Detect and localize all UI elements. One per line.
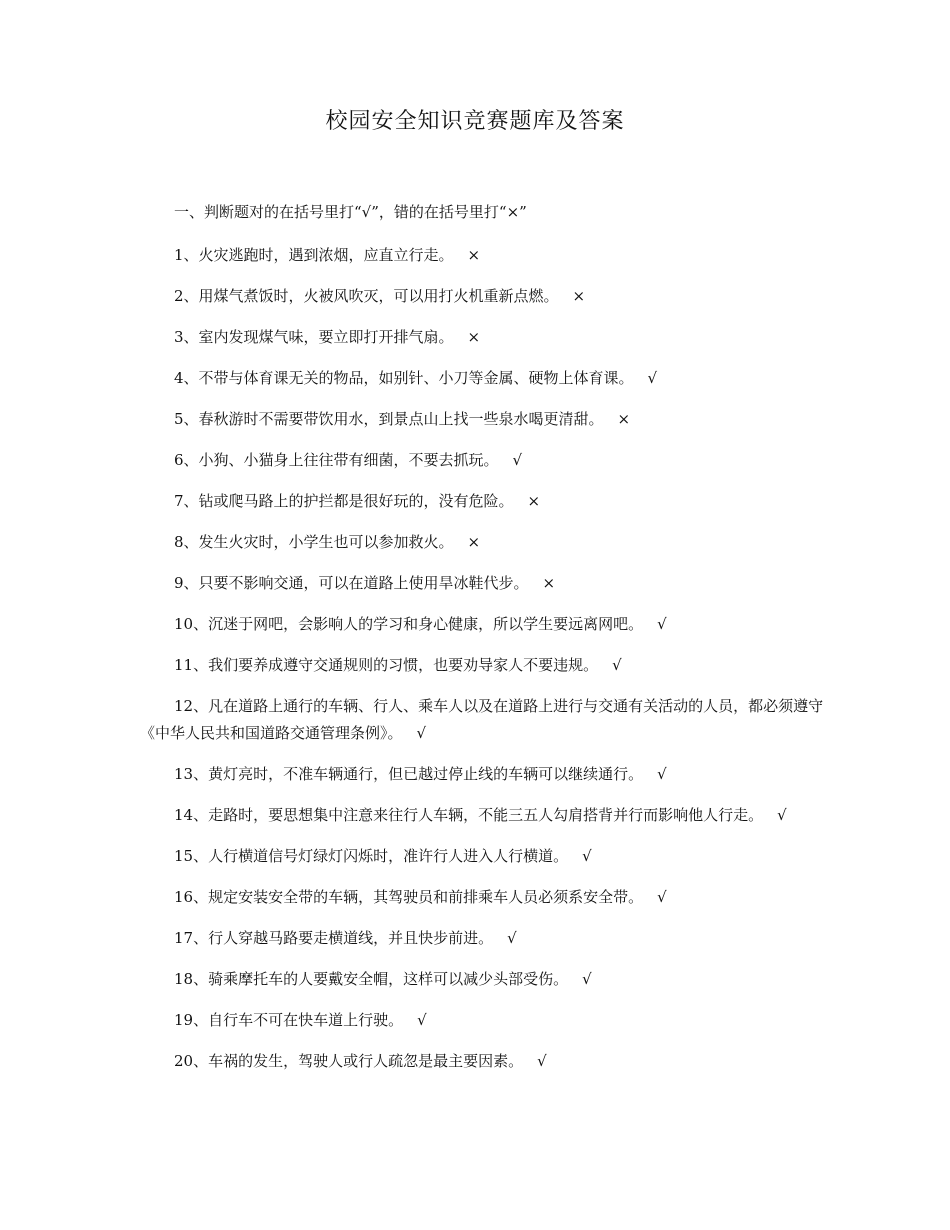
question-text: 15、人行横道信号灯绿灯闪烁时，准许行人进入人行横道。 xyxy=(174,847,569,865)
question-item xyxy=(140,447,830,474)
answer-mark: × xyxy=(617,410,631,428)
answer-mark: √ xyxy=(417,1011,427,1029)
question-item xyxy=(140,611,830,638)
question-text: 17、行人穿越马路要走横道线，并且快步前进。 xyxy=(174,929,494,947)
answer-mark: √ xyxy=(507,929,517,947)
question-text: 4、不带与体育课无关的物品，如别针、小刀等金属、硬物上体育课。 xyxy=(174,369,634,387)
question-item xyxy=(140,406,830,433)
question-item xyxy=(140,925,830,952)
question-text: 19、自行车不可在快车道上行驶。 xyxy=(174,1011,404,1029)
question-text: 1、火灾逃跑时，遇到浓烟，应直立行走。 xyxy=(174,246,454,264)
answer-mark: √ xyxy=(612,656,622,674)
question-text: 8、发生火灾时，小学生也可以参加救火。 xyxy=(174,533,454,551)
answer-mark: √ xyxy=(582,847,592,865)
answer-mark: √ xyxy=(537,1052,547,1070)
question-item xyxy=(140,1048,830,1075)
question-text: 10、沉迷于网吧，会影响人的学习和身心健康，所以学生要远离网吧。 xyxy=(174,615,644,633)
question-item xyxy=(140,802,830,829)
question-text: 20、车祸的发生，驾驶人或行人疏忽是最主要因素。 xyxy=(174,1052,524,1070)
section-heading: 一、判断题对的在括号里打“√”，错的在括号里打“×” xyxy=(174,203,527,221)
question-item xyxy=(140,1007,830,1034)
question-item xyxy=(140,693,830,747)
answer-mark: × xyxy=(467,328,481,346)
question-text: 9、只要不影响交通，可以在道路上使用旱冰鞋代步。 xyxy=(174,574,529,592)
answer-mark: × xyxy=(467,246,481,264)
question-text: 7、钻或爬马路上的护拦都是很好玩的，没有危险。 xyxy=(174,492,514,510)
question-text: 11、我们要养成遵守交通规则的习惯，也要劝导家人不要违规。 xyxy=(174,656,599,674)
question-text: 2、用煤气煮饭时，火被风吹灭，可以用打火机重新点燃。 xyxy=(174,287,559,305)
answer-mark: √ xyxy=(582,970,592,988)
question-item xyxy=(140,242,830,269)
answer-mark: × xyxy=(467,533,481,551)
question-item xyxy=(140,324,830,351)
answer-mark: × xyxy=(542,574,556,592)
question-text: 16、规定安装安全带的车辆，其驾驶员和前排乘车人员必须系安全带。 xyxy=(174,888,644,906)
answer-mark: √ xyxy=(512,451,523,469)
answer-mark: × xyxy=(527,492,541,510)
question-item xyxy=(140,488,830,515)
question-text: 6、小狗、小猫身上往往带有细菌，不要去抓玩。 xyxy=(174,451,499,469)
answer-mark: √ xyxy=(657,888,667,906)
question-text: 14、走路时，要思想集中注意来往行人车辆，不能三五人勾肩搭背并行而影响他人行走。 xyxy=(174,806,764,824)
question-item xyxy=(140,966,830,993)
question-list xyxy=(140,242,830,1089)
question-text: 12、凡在道路上通行的车辆、行人、乘车人以及在道路上进行与交通有关活动的人员，都必须遵守《中华人民共和国道路交通管理条例》。 xyxy=(140,697,824,742)
answer-mark: × xyxy=(572,287,586,305)
question-text: 18、骑乘摩托车的人要戴安全帽，这样可以减少头部受伤。 xyxy=(174,970,569,988)
question-item xyxy=(140,884,830,911)
answer-mark: √ xyxy=(416,724,427,742)
answer-mark: √ xyxy=(657,765,667,783)
question-item xyxy=(140,843,830,870)
question-item xyxy=(140,652,830,679)
question-item xyxy=(140,365,830,392)
answer-mark: √ xyxy=(777,806,787,824)
question-text: 3、室内发现煤气味，要立即打开排气扇。 xyxy=(174,328,454,346)
question-text: 5、春秋游时不需要带饮用水，到景点山上找一些泉水喝更清甜。 xyxy=(174,410,604,428)
document-title: 校园安全知识竞赛题库及答案 xyxy=(325,109,625,134)
question-item xyxy=(140,529,830,556)
answer-mark: √ xyxy=(647,369,658,387)
question-item xyxy=(140,283,830,310)
question-item xyxy=(140,761,830,788)
answer-mark: √ xyxy=(657,615,667,633)
question-item xyxy=(140,570,830,597)
question-text: 13、黄灯亮时，不准车辆通行，但已越过停止线的车辆可以继续通行。 xyxy=(174,765,644,783)
